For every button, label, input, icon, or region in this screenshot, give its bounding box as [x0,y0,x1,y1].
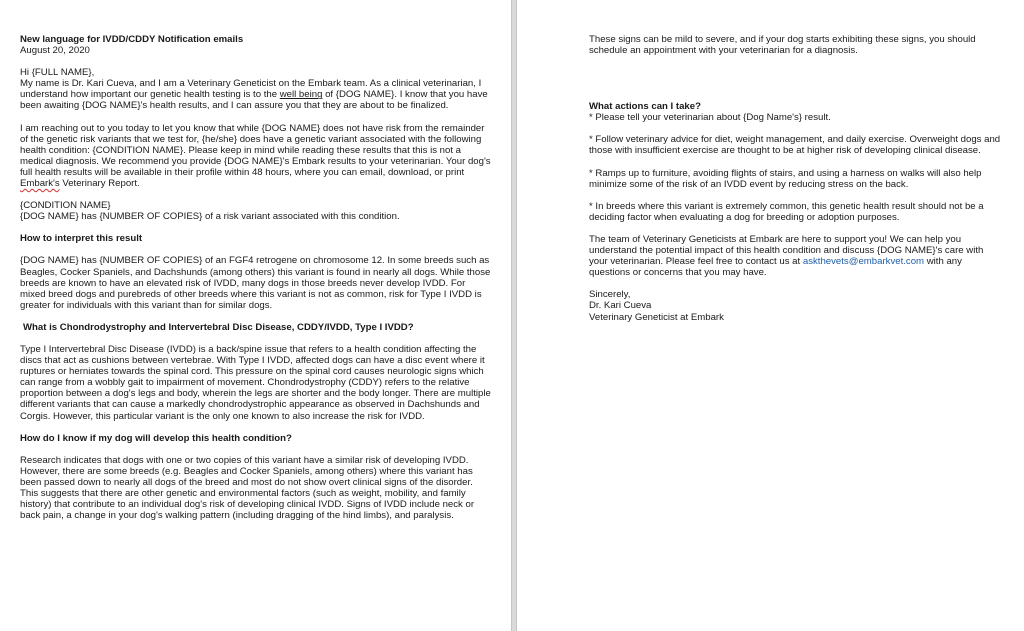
interpret-paragraph: {DOG NAME} has {NUMBER OF COPIES} of an FGF4 retrogene on chromosome 12. In some breeds such as Beagles, Cocker Spaniels, and Dachshunds (among others) this variant is found in nearly all dogs. While those breeds are known to have an elevated risk of IVDD, many dogs in those breeds never develop IVDD. For mixed breed dogs and purebreds of other breeds where this variant is not as common, risk for Type I IVDD is greater for individuals with this variant than for similar dogs. [20,255,491,311]
condition-name: {CONDITION NAME} [20,200,111,212]
intro-paragraph [20,78,491,111]
action-item: * Ramps up to furniture, avoiding flights of stairs, and using a harness on walks will also help minimize some of the risk of an IVDD event by reducing stress on the back. [589,167,982,190]
team-text-2: with any questions or concerns that you may have. [589,256,962,279]
heading-what-is: What is Chondrodystrophy and Intervertebral Disc Disease, CDDY/IVDD, Type I IVDD? [23,321,414,333]
intro-text-1: My name is Dr. Kari Cueva, and I am a Veterinary Geneticist on the Embark team. As a clinical veterinarian, I understand how important our genetic health testing is to the [20,78,482,101]
document-title: New language for IVDD/CDDY Notification emails [20,34,244,45]
heading-how-know: How do I know if my dog will develop this health condition? [20,432,292,444]
action-item: * Please tell your veterinarian about {Dog Name's} result. [589,112,831,124]
signer-name: Dr. Kari Cueva [589,300,652,312]
document-page-left [0,0,511,631]
team-text-1: The team of Veterinary Geneticists at Embark are here to support you! We can help you understand the potential impact of this health condition and discuss {DOG NAME}'s care with your veterinarian. Please feel free to contact us at [589,233,984,268]
reach-paragraph [20,123,491,190]
intro-text-2: of {DOG NAME}. I know that you have been awaiting {DOG NAME}'s health results, and I can assure you that they are about to be finalized. [20,89,488,112]
signoff: Sincerely, [589,289,631,301]
action-item: * Follow veterinary advice for diet, weight management, and daily exercise. Overweight dogs and those with insufficient exercise are thought to be at higher risk of developing clinical disease. [589,134,1001,157]
heading-actions: What actions can I take? [589,101,701,113]
action-item: * In breeds where this variant is extremely common, this genetic health result should not be a deciding factor when evaluating a dog for breeding or adoption purposes. [589,200,984,223]
what-is-paragraph: Type I Intervertebral Disc Disease (IVDD) is a back/spine issue that refers to a health condition affecting the discs that act as cushions between vertebrae. With Type I IVDD, affected dogs can have a disc event where it ruptures or herniates towards the spinal cord. This pressure on the spinal cord causes neurologic signs which can range from a wobbly gait to impairment of movement. Chondrodystrophy (CDDY) refers to the relative proportion between a dog's legs and body, wherein the legs are shorter and the body longer. There are multiple different variants that can cause a markedly chondrodystrophic appearance as observed in Dachshunds and Corgis. However, this particular variant is the only one known to also increase the risk for IVDD. [20,343,491,422]
document-date: August 20, 2020 [20,45,90,57]
greeting: Hi {FULL NAME}, [20,67,95,79]
reach-text-1: I am reaching out to you today to let you know that while {DOG NAME} does not have risk from the remainder of the genetic risk variants that we test for, {he/she} does have a genetic variant associated with the following health condition: {CONDITION NAME}. Please keep in mind while reading these results that this is not a medical diagnosis. We recommend you provide {DOG NAME}'s Embark results to your veterinarian. Your dog's full health results will be available in their profile within 48 hours, where you can email, download, or print [20,122,491,178]
how-know-paragraph: Research indicates that dogs with one or two copies of this variant have a similar risk of developing IVDD. However, there are some breeds (e.g. Beagles and Cocker Spaniels, among others) where this variant has been passed down to nearly all dogs of the breed and most do not show overt clinical signs of the disorder. This suggests that there are other genetic and environmental factors (such as weight, mobility, and family history) that contribute to an individual dog's risk of developing clinical IVDD. Signs of IVDD include neck or back pain, a change in your dog's walking pattern (including dragging of the hind limbs), and paralysis. [20,454,475,522]
well-being-link[interactable]: well being [279,89,323,101]
signer-title: Veterinary Geneticist at Embark [589,311,724,323]
team-paragraph [589,234,1004,278]
reach-text-2: Veterinary Report. [59,178,140,190]
contact-email-link[interactable]: askthevets@embarkvet.com [802,256,925,268]
spellcheck-word: Embark's [20,178,60,190]
heading-interpret: How to interpret this result [20,233,143,245]
document-page-right [517,0,1024,631]
signs-paragraph: These signs can be mild to severe, and if your dog starts exhibiting these signs, you should schedule an appointment with your veterinarian for a diagnosis. [589,34,976,57]
condition-line: {DOG NAME} has {NUMBER OF COPIES} of a risk variant associated with this condition. [20,211,400,223]
